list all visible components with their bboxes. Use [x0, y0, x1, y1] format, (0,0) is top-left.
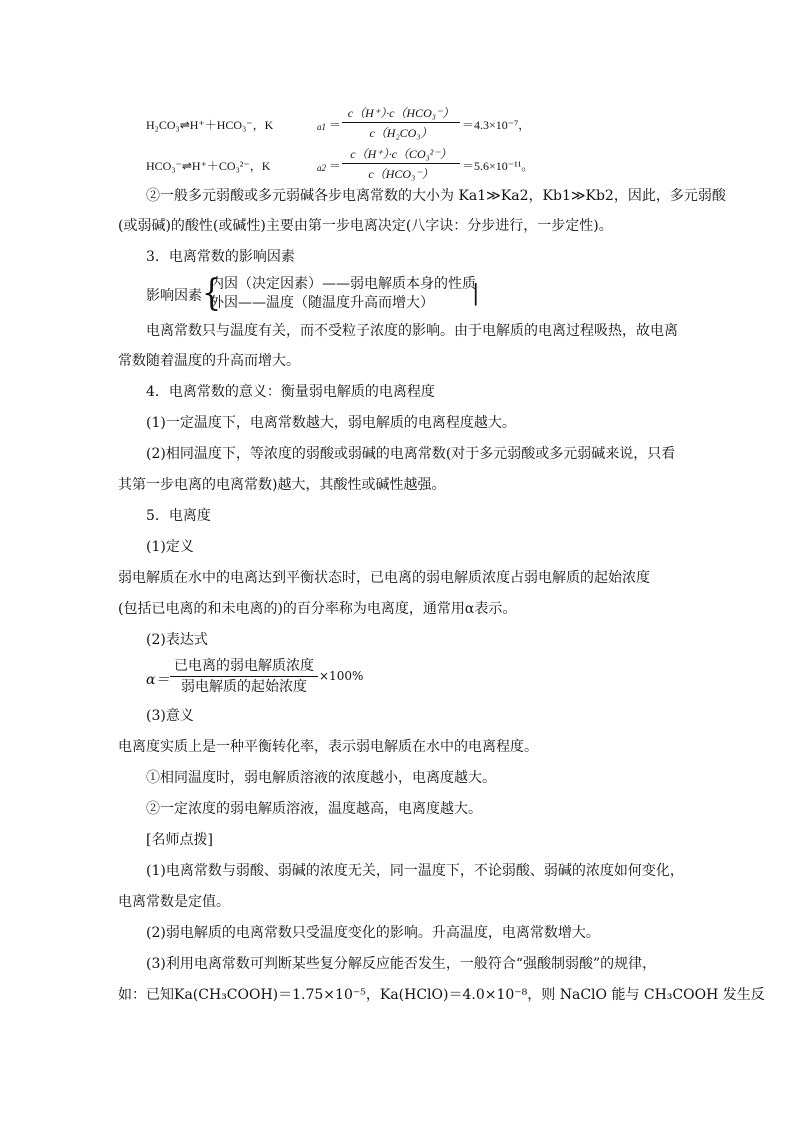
right-bracket-icon: |	[472, 281, 480, 306]
tip-2: (2)弱电解质的电离常数只受温度变化的影响。升高温度，电离常数增大。	[146, 925, 600, 941]
definition-line1: 弱电解质在水中的电离达到平衡状态时，已电离的弱电解质浓度占弱电解质的起始浓度	[118, 570, 650, 586]
definition-title: (1)定义	[146, 539, 194, 555]
left-brace-icon: {	[202, 272, 222, 315]
factor-external: 外因——温度（随温度升高而增大）	[210, 295, 434, 311]
formula-h2co3	[146, 104, 706, 148]
formula-numerator: c（H⁺）·c（HCO₃⁻）	[342, 104, 460, 123]
significance-2-line2: 其第一步电离的电离常数)越大，其酸性或碱性越强。	[118, 477, 446, 493]
meaning-line2: ①相同温度时，弱电解质溶液的浓度越小，电离度越大。	[146, 770, 496, 786]
formula-value: ＝4.3×10⁻⁷，	[462, 118, 531, 132]
tip-1-line2: 电离常数是定值。	[118, 894, 230, 910]
alpha-symbol: α＝	[146, 672, 170, 688]
heading-influencing-factors: 3．电离常数的影响因素	[146, 249, 295, 265]
heading-ionization-degree: 5．电离度	[146, 508, 211, 524]
formula-equals: ＝	[329, 159, 342, 173]
formula-hco3	[146, 145, 706, 189]
meaning-title: (3)意义	[146, 708, 194, 724]
formula-equals: ＝	[329, 118, 342, 132]
factor-internal: 内因（决定因素）——弱电解质本身的性质	[210, 276, 476, 292]
alpha-denominator: 弱电解质的起始浓度	[181, 679, 307, 695]
formula-left: H₂CO₃⇌H⁺＋HCO₃⁻，K	[146, 118, 274, 132]
paragraph-multistep-2: (或弱碱)的酸性(或碱性)主要由第一步电离决定(八字诀：分步进行，一步定性)。	[118, 218, 613, 234]
significance-2-line1: (2)相同温度下，等浓度的弱酸或弱碱的电离常数(对于多元弱酸或多元弱碱来说，只看	[146, 446, 676, 462]
tips-title: [名师点拨]	[146, 832, 213, 848]
alpha-percent: ×100%	[319, 669, 364, 683]
heading-significance: 4．电离常数的意义：衡量弱电解质的电离程度	[146, 384, 435, 400]
formula-fraction	[342, 104, 460, 141]
formula-left: HCO₃⁻⇌H⁺＋CO₃²⁻，K	[146, 159, 271, 173]
alpha-fraction	[170, 657, 318, 696]
paragraph-multistep-1: ②一般多元弱酸或多元弱碱各步电离常数的大小为 Ka1≫Ka2，Kb1≫Kb2，因此，多元弱酸	[146, 188, 726, 204]
meaning-line1: 电离度实质上是一种平衡转化率，表示弱电解质在水中的电离程度。	[118, 739, 538, 755]
formula-numerator: c（H⁺）·c（CO₃²⁻）	[342, 145, 460, 164]
factors-label: 影响因素	[146, 288, 202, 304]
alpha-formula	[146, 657, 386, 699]
expression-title: (2)表达式	[146, 632, 208, 648]
meaning-line3: ②一定浓度的弱电解质溶液，温度越高，电离度越大。	[146, 801, 482, 817]
tip-3-line1: (3)利用电离常数可判断某些复分解反应能否发生，一般符合“强酸制弱酸”的规律，	[146, 956, 657, 972]
tip-3-line2: 如：已知Ka(CH₃COOH)＝1.75×10⁻⁵，Ka(HClO)＝4.0×10⁻⁸，则 NaClO 能与 CH₃COOH 发生反	[118, 987, 765, 1003]
formula-denominator: c（H₂CO₃）	[369, 126, 433, 140]
factors-block	[146, 272, 506, 317]
formula-fraction	[342, 145, 460, 182]
definition-line2: (包括已电离的和未电离的)的百分率称为电离度，通常用α表示。	[118, 601, 517, 617]
alpha-numerator: 已电离的弱电解质浓度	[170, 657, 318, 677]
formula-k-sub: a2	[317, 163, 326, 173]
formula-value: ＝5.6×10⁻¹¹。	[462, 159, 534, 173]
paragraph-temperature-2: 常数随着温度的升高而增大。	[118, 353, 300, 369]
formula-k-sub: a1	[317, 122, 326, 132]
tip-1-line1: (1)电离常数与弱酸、弱碱的浓度无关，同一温度下，不论弱酸、弱碱的浓度如何变化，	[146, 863, 684, 879]
paragraph-temperature-1: 电离常数只与温度有关，而不受粒子浓度的影响。由于电解质的电离过程吸热，故电离	[146, 323, 678, 339]
significance-1: (1)一定温度下，电离常数越大，弱电解质的电离程度越大。	[146, 415, 516, 431]
formula-denominator: c（HCO₃⁻）	[368, 167, 434, 181]
